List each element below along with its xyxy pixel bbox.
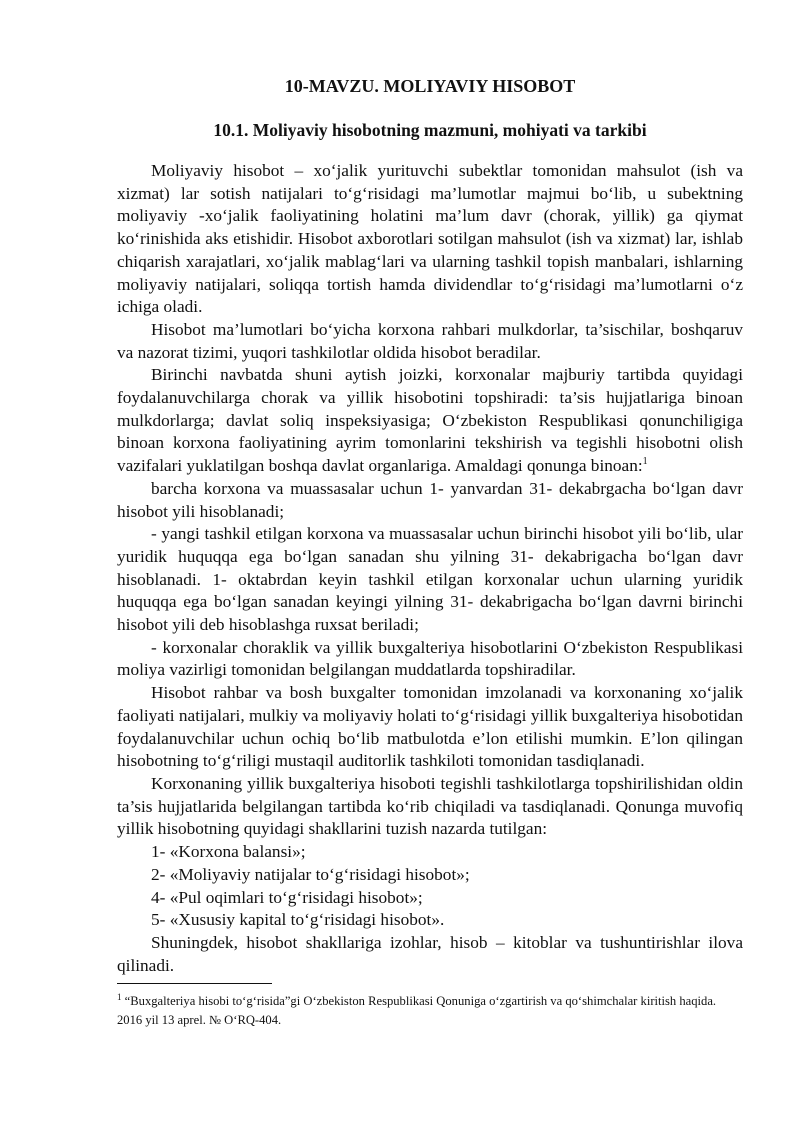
forms-list: [117, 841, 743, 932]
paragraph-closing: Shuningdek, hisobot shakllariga izohlar, hisob – kitoblar va tushuntirishlar ilova qilinadi.: [117, 932, 743, 975]
footnote-reference: 1: [642, 456, 648, 468]
list-item: 2- «Moliyaviy natijalar to‘g‘risidagi hisobot»;: [151, 864, 470, 884]
footnote-text: “Buxgalteriya hisobi to‘g‘risida”gi O‘zbekiston Respublikasi Qonuniga o‘zgartirish va qo‘shimchalar kiritish haqida. 2016 yil 13 aprel. № O‘RQ-404.: [117, 994, 717, 1028]
document-page: [117, 74, 743, 1030]
footnote-marker: 1: [117, 992, 122, 1003]
list-item: 1- «Korxona balansi»;: [151, 842, 306, 862]
paragraph-users: [117, 364, 743, 478]
paragraph-reporting: Hisobot ma’lumotlari bo‘yicha korxona rahbari mulkdorlar, ta’sischilar, boshqaruv va nazorat tizimi, yuqori tashkilotlar oldida hisobot beradilar.: [117, 319, 743, 362]
paragraph-users-text: Birinchi navbatda shuni aytish joizki, korxonalar majburiy tartibda quyidagi foydalanuvchilarga chorak va yillik hisobotini topshiradi: ta’sis hujjatlariga binoan mulkdorlarga; davlat soliq inspeksiyasiga; O‘zbekiston Respublikasi qonunchiligiga binoan korxona faoliyatining ayrim tomonlarini tekshirish va tegishli hisobotni olish vazifalari yuklatilgan boshqa davlat organlariga. Amaldagi qonunga binoan:: [117, 365, 743, 476]
list-item: 5- «Xususiy kapital to‘g‘risidagi hisobot».: [151, 910, 445, 930]
paragraph-reporting-year: barcha korxona va muassasalar uchun 1- yanvardan 31- dekabrgacha bo‘lgan davr hisobot yili hisoblanadi;: [117, 478, 743, 521]
paragraph-annual-forms: Korxonaning yillik buxgalteriya hisoboti tegishli tashkilotlarga topshirilishidan oldin ta’sis hujjatlarida belgilangan tartibda ko‘rib chiqiladi va tasdiqlanadi. Qonunga muvofiq yillik hisobotning quyidagi shakllarini tuzish nazarda tutilgan:: [117, 773, 743, 839]
paragraph-new-enterprises: ‑ yangi tashkil etilgan korxona va muassasalar uchun birinchi hisobot yili bo‘lib, ular yuridik huquqqa ega bo‘lgan sanadan shu yilning 31- dekabrigacha bo‘lgan davr hisoblanadi. 1- oktabrdan keyin tashkil etilgan korxonalar uchun ularning yuridik huquqqa ega bo‘lgan sanadan keyingi yilning 31- dekabrigacha bo‘lgan davrni birinchi hisobot yili deb hisoblashga ruxsat beriladi;: [117, 524, 743, 635]
footnote: [117, 992, 743, 1030]
paragraph-quarterly: ‑ korxonalar choraklik va yillik buxgalteriya hisobotlarini O‘zbekiston Respublikasi moliya vazirligi tomonidan belgilangan muddatlarda topshiradilar.: [117, 637, 743, 680]
footnote-divider: [117, 983, 272, 984]
section-title: 10.1. Moliyaviy hisobotning mazmuni, mohiyati va tarkibi: [213, 120, 647, 140]
paragraph-definition: Moliyaviy hisobot – xo‘jalik yurituvchi subektlar tomonidan mahsulot (ish va xizmat) lar sotish natijalari to‘g‘risidagi ma’lumotlar majmui bo‘lib, u subektning moliyaviy -xo‘jalik faoliyatining holatini ma’lum davr (chorak, yillik) ga qiymat ko‘rinishida aks etishidir. Hisobot axborotlari sotilgan mahsulot (ish va xizmat) lar, ishlab chiqarish xarajatlari, xo‘jalik mablag‘lari va ularning tashkil topish manbalari, ishlarning moliyaviy natijalari, soliqqa tortish hamda dividendlar to‘g‘risidagi ma’lumotlarni o‘z ichiga oladi.: [117, 161, 743, 317]
list-item: 4- «Pul oqimlari to‘g‘risidagi hisobot»;: [151, 887, 423, 907]
chapter-title: 10-MAVZU. MOLIYAVIY HISOBOT: [284, 76, 576, 96]
paragraph-signing: Hisobot rahbar va bosh buxgalter tomonidan imzolanadi va korxonaning xo‘jalik faoliyati natijalari, mulkiy va moliyaviy holati to‘g‘risidagi yillik buxgalteriya hisobotidan foydalanuvchilar uchun ochiq bo‘lib matbulotda e’lon etilishi mumkin. E’lon qilingan hisobotning to‘g‘riligi mustaqil auditorlik tashkiloti tomonidan tasdiqlanadi.: [117, 683, 743, 771]
